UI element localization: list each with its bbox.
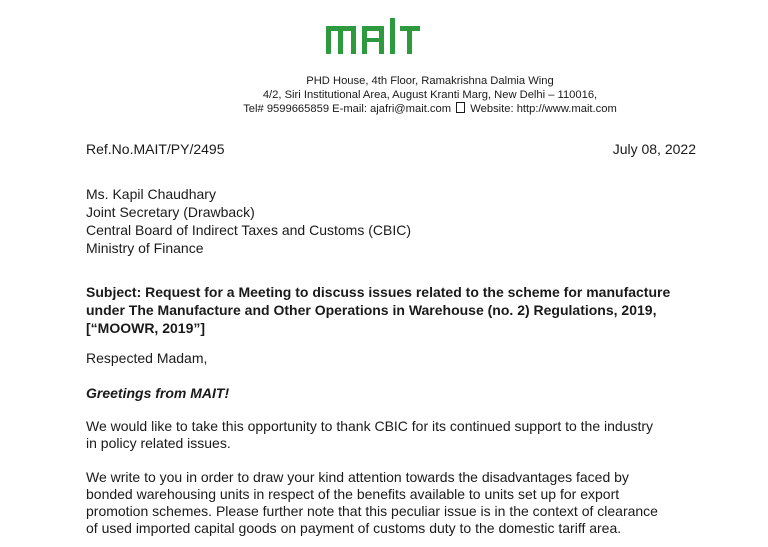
- mait-logo-graphic: [322, 14, 422, 58]
- letterhead-contact-tel: Tel# 9599665859 E-mail: ajafri@mait.com: [243, 103, 452, 115]
- paragraph-line: We write to you in order to draw your kind attention towards the disadvantages faced by: [86, 469, 629, 485]
- paragraph-line: of used imported capital goods on payment of customs duty to the domestic tariff area.: [86, 520, 622, 536]
- subject-line: [“MOOWR, 2019”]: [86, 320, 206, 336]
- paragraph-line: We would like to take this opportunity to thank CBIC for its continued support to the industry: [86, 418, 654, 434]
- paragraph-1: [86, 418, 698, 452]
- letterhead-address-line1: PHD House, 4th Floor, Ramakrishna Dalmia Wing: [306, 75, 554, 87]
- letter-date: July 08, 2022: [612, 141, 696, 157]
- paragraph-2: [86, 469, 698, 537]
- letterhead-address-line2: 4/2, Siri Institutional Area, August Kranti Marg, New Delhi – 110016,: [262, 89, 598, 101]
- salutation: Respected Madam,: [86, 350, 208, 366]
- paragraph-line: in policy related issues.: [86, 435, 231, 451]
- separator-box-icon: [456, 102, 465, 113]
- letterhead-contact-web: Website: http://www.mait.com: [470, 103, 617, 115]
- mait-logo: [322, 14, 422, 58]
- subject-line: under The Manufacture and Other Operations in Warehouse (no. 2) Regulations, 2019,: [86, 302, 657, 318]
- recipient-address: [86, 185, 411, 257]
- paragraph-line: bonded warehousing units in respect of the benefits available to units set up for export: [86, 486, 620, 502]
- greeting: Greetings from MAIT!: [86, 385, 230, 401]
- paragraph-line: promotion schemes. Please further note that this peculiar issue is in the context of clearance: [86, 503, 658, 519]
- recipient-line: Ministry of Finance: [86, 240, 204, 256]
- recipient-line: Central Board of Indirect Taxes and Customs (CBIC): [86, 222, 411, 238]
- recipient-line: Joint Secretary (Drawback): [86, 204, 255, 220]
- subject-line: Subject: Request for a Meeting to discuss issues related to the scheme for manufacture: [86, 284, 671, 300]
- reference-number: Ref.No.MAIT/PY/2495: [86, 141, 225, 157]
- letterhead-contact: [150, 102, 710, 116]
- recipient-line: Ms. Kapil Chaudhary: [86, 186, 216, 202]
- subject: [86, 283, 696, 337]
